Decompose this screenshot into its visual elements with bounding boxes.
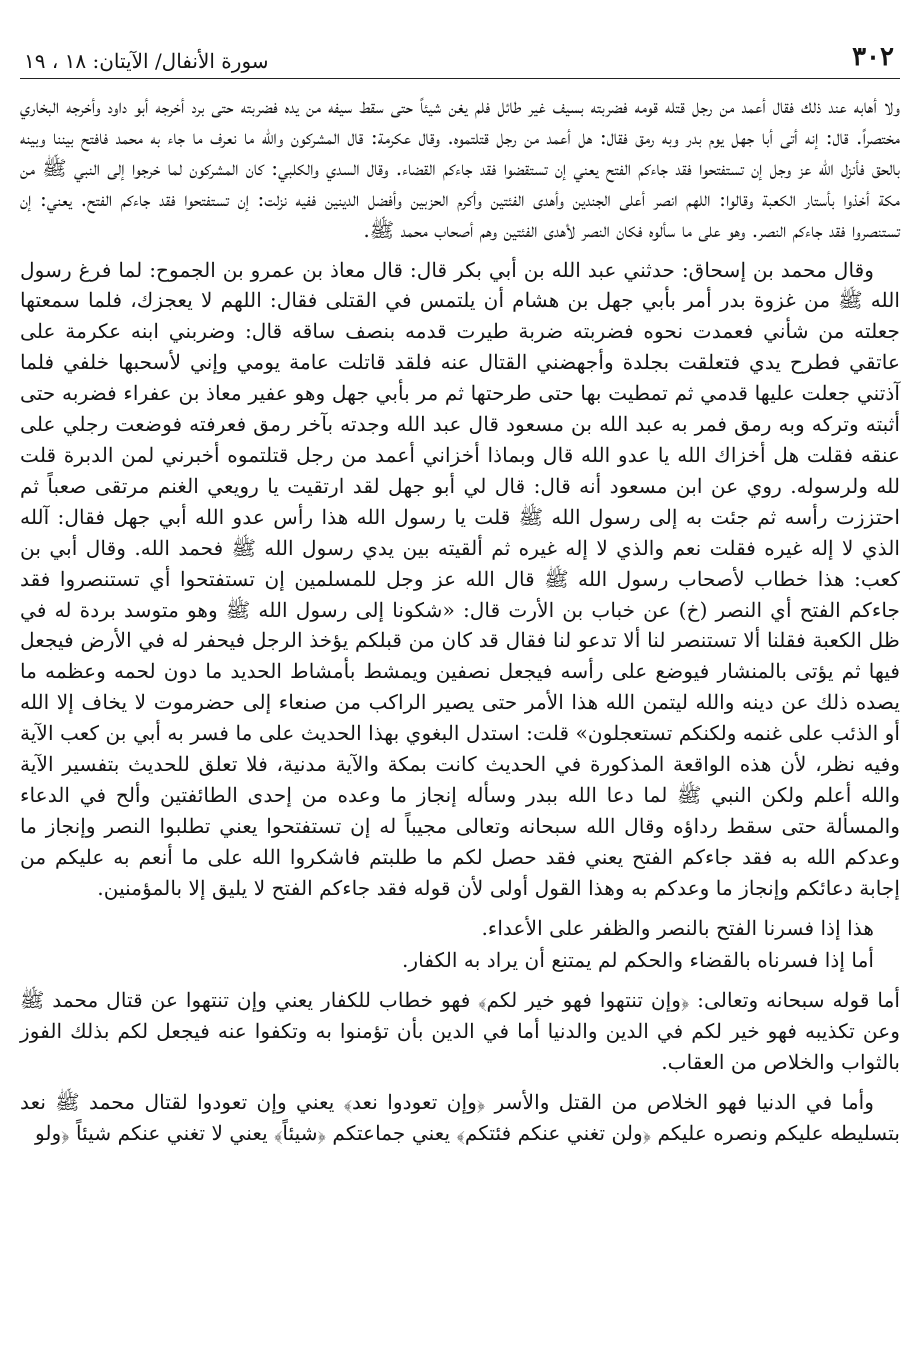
page-number: ٣٠٢ — [852, 42, 894, 72]
paragraph-6: وأما في الدنيا فهو الخلاص من القتل والأسر ﴿وإن تعودوا نعد﴾ يعني وإن تعودوا لقتال محمد ﷺ نعد بتسليطه عليكم ونصره عليكم ﴿ولن تغني عنكم فئتكم﴾ يعني جماعتكم ﴿شيئاً﴾ يعني لا تغني عنكم شيئاً ﴿ولو — [20, 1090, 900, 1145]
paragraph-3: هذا إذا فسرنا الفتح بالنصر والظفر على الأعداء. — [481, 915, 874, 940]
page-header — [20, 42, 900, 79]
paragraph-1: ولا أهابه عند ذلك فقال أعمد من رجل قتله قومه فضربته بسيف غير طائل فلم يغن شيئاً حتى سقط سيفه من يده فضربته حتى برد أخرجه أبو داود وأخرجه البخاري مختصراً. قال: إنه أتى أبا جهل يوم بدر وبه رمق فقال: هل أعمد من رجل قتلتموه. وقال عكرمة: قال المشركون والله ما نعرف ما جاء به محمد فافتح بيننا وبينه بالحق فأنزل الله عز وجل إن تستفتحوا فقد جاءكم الفتح يعني إن تستقضوا فقد جاءكم القضاء. وقال السدي والكلبي: كان المشركون لما خرجوا إلى النبي ﷺ من مكة أخذوا بأستار الكعبة وقالوا: اللهم انصر أعلى الجندين وأهدى الفئتين وأكرم الحزبين وأفضل الدينين ففيه نزلت: إن تستفتحوا فقد جاءكم الفتح. يعني: إن تستنصروا فقد جاءكم النصر. وهو على ما سألوه فكان النصر لأهدى الفئتين وهم أصحاب محمد ﷺ. — [20, 94, 900, 242]
body-text — [20, 91, 900, 1149]
paragraph-2: وقال محمد بن إسحاق: حدثني عبد الله بن أبي بكر قال: قال معاذ بن عمرو بن الجموح: لما فرغ رسول الله ﷺ من غزوة بدر أمر بأبي جهل بن هشام أن يلتمس في القتلى فقال: اللهم لا يعجزك، فلما سمعتها جعلته من شأني فعمدت نحوه فضربته ضربة طيرت قدمه بنصف ساقه قال: وضربني ابنه عكرمة على عاتقي فطرح يدي فتعلقت بجلدة وأجهضني القتال عنه فلقد قاتلت عامة يومي وإني لأسحبها خلفي فلما آذتني جعلت عليها قدمي ثم تمطيت بها حتى طرحتها ثم مر بأبي جهل وهو عفير معاذ بن عفراء فضربه حتى أثبته وتركه وبه رمق فمر به عبد الله بن مسعود قال عبد الله وجدته بآخر رمق فعرفته فوضعت رجلي على عنقه فقلت هل أخزاك الله يا عدو الله قال وبماذا أخزاني أعمد من رجل قتلتموه أخبرني لمن الدبرة قلت لله ولرسوله. روي عن ابن مسعود أنه قال: قال لي أبو جهل لقد ارتقيت يا رويعي الغنم مرتقى صعباً ثم احتززت رأسه ثم جئت به إلى رسول الله ﷺ قلت يا رسول الله هذا رأس عدو الله أبي جهل فقال: آلله الذي لا إله غيره فقلت نعم والذي لا إله غيره ثم ألقيته بين يدي رسول الله ﷺ فحمد الله. وقال أبي بن كعب: هذا خطاب لأصحاب رسول الله ﷺ قال الله عز وجل للمسلمين إن تستفتحوا أي تستنصروا فقد جاءكم الفتح أي النصر (خ) عن خباب بن الأرت قال: «شكونا إلى رسول الله ﷺ وهو متوسد بردة له في ظل الكعبة فقلنا ألا تستنصر لنا ألا تدعو لنا فقال قد كان من قبلكم يؤخذ الرجل فيحفر له في الأرض فيجعل فيها ثم يؤتى بالمنشار فيوضع على رأسه فيجعل نصفين ويمشط بأمشاط الحديد ما دون لحمه وعظمه ما يصده ذلك عن دينه والله ليتمن الله هذا الأمر حتى يصير الراكب من صنعاء إلى حضرموت لا يخاف إلا الله أو الذئب على غنمه ولكنكم تستعجلون» قلت: استدل البغوي بهذا الحديث على ما فسر به أبي بن كعب الآية وفيه نظر، لأن هذه الواقعة المذكورة في الحديث كانت بمكة والآية مدنية، فلا تعلق للحديث بتفسير الآية والله أعلم ولكن النبي ﷺ لما دعا الله ببدر وسأله إنجاز ما وعده من إحدى الطائفتين وألح في الدعاء والمسألة حتى سقط رداؤه وقال الله سبحانه وتعالى مجيباً له إن تستفتحوا يعني تطلبوا النصر وإنجاز ما وعدكم الله به فقد جاءكم الفتح يعني فقد حصل لكم ما طلبتم فاشكروا الله على ما أنعم به عليكم من إجابة دعائكم وإنجاز ما وعدكم به وهذا القول أولى لأن قوله فقد جاءكم الفتح لا يليق إلا بالمؤمنين. — [19, 257, 900, 900]
paragraph-5: أما قوله سبحانه وتعالى: ﴿وإن تنتهوا فهو خير لكم﴾ فهو خطاب للكفار يعني وإن تنتهوا عن قتال محمد ﷺ وعن تكذيبه فهو خير لكم في الدين والدنيا أما في الدين بأن تؤمنوا به وتكفوا عنه فيجعل لكم بذلك الفوز بالثواب والخلاص من العقاب. — [20, 988, 900, 1075]
page — [20, 42, 900, 1352]
paragraph-4: أما إذا فسرناه بالقضاء والحكم لم يمتنع أن يراد به الكفار. — [402, 948, 874, 973]
surah-title: سورة الأنفال/ الآيتان: ١٨ ، ١٩ — [24, 49, 269, 73]
